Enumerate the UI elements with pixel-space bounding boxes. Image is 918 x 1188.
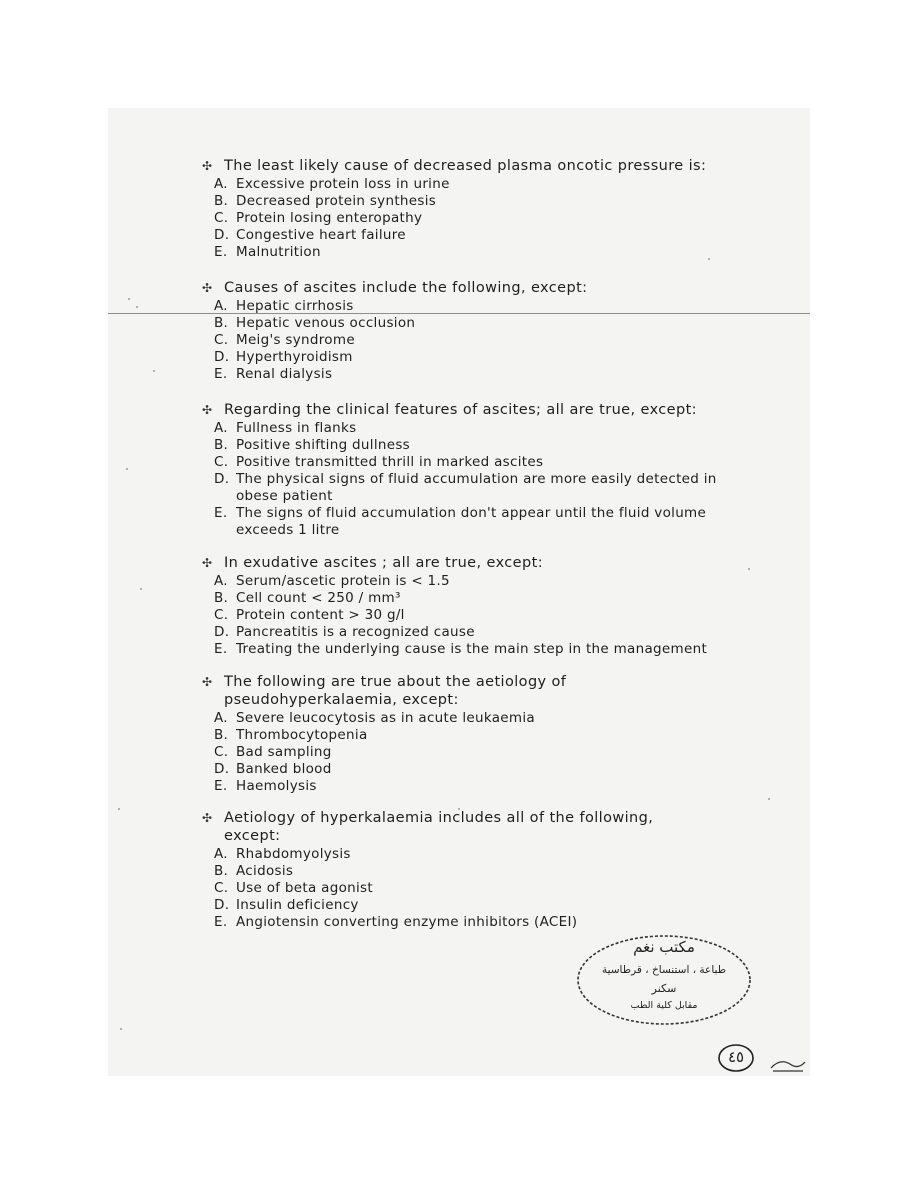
scan-speck bbox=[140, 588, 142, 590]
scribble-icon bbox=[768, 1056, 808, 1076]
option: B. Acidosis bbox=[214, 863, 294, 879]
scan-speck bbox=[120, 1028, 122, 1030]
bullet-icon: ✣ bbox=[202, 281, 213, 295]
option: C. Use of beta agonist bbox=[214, 880, 373, 896]
question-block bbox=[202, 810, 722, 931]
option-continuation: exceeds 1 litre bbox=[236, 522, 340, 538]
option: A. Hepatic cirrhosis bbox=[214, 298, 354, 314]
scan-speck bbox=[748, 568, 750, 570]
option: A. Excessive protein loss in urine bbox=[214, 176, 450, 192]
option: D. Hyperthyroidism bbox=[214, 349, 353, 365]
scan-speck bbox=[126, 468, 128, 470]
option: A. Serum/ascetic protein is < 1.5 bbox=[214, 573, 450, 589]
option: E. Malnutrition bbox=[214, 244, 321, 260]
option: D. Banked blood bbox=[214, 761, 332, 777]
option: A. Severe leucocytosis as in acute leukaemia bbox=[214, 710, 535, 726]
scan-speck bbox=[153, 370, 155, 372]
question-block bbox=[202, 674, 722, 795]
stamp-services: طباعة ، استنساخ ، قرطاسية bbox=[601, 964, 727, 976]
option: A. Fullness in flanks bbox=[214, 420, 357, 436]
bullet-icon: ✣ bbox=[202, 675, 213, 689]
option: D. Congestive heart failure bbox=[214, 227, 406, 243]
option: E. Haemolysis bbox=[214, 778, 317, 794]
question-block bbox=[202, 555, 722, 658]
question-stem: ✣ The following are true about the aetiology of bbox=[202, 674, 567, 690]
shop-stamp bbox=[574, 928, 754, 1028]
scanned-page bbox=[108, 108, 810, 1076]
stamp-scanner: سكنر bbox=[651, 982, 677, 995]
option: E. The signs of fluid accumulation don't appear until the fluid volume bbox=[214, 505, 707, 521]
question-block bbox=[202, 402, 722, 539]
stamp-title: مكتب نغم bbox=[633, 938, 695, 956]
question-stem: ✣ In exudative ascites ; all are true, except: bbox=[202, 555, 543, 571]
option: B. Cell count < 250 / mm³ bbox=[214, 590, 401, 606]
bullet-icon: ✣ bbox=[202, 556, 213, 570]
scan-speck bbox=[128, 298, 130, 300]
option: B. Thrombocytopenia bbox=[214, 727, 368, 743]
scan-speck bbox=[118, 808, 120, 810]
option: E. Treating the underlying cause is the main step in the management bbox=[214, 641, 708, 657]
option: C. Positive transmitted thrill in marked ascites bbox=[214, 454, 544, 470]
option: C. Protein content > 30 g/l bbox=[214, 607, 405, 623]
scan-speck bbox=[136, 306, 138, 308]
option: A. Rhabdomyolysis bbox=[214, 846, 351, 862]
page-number-text: ٤٥ bbox=[727, 1048, 745, 1066]
page-number bbox=[716, 1043, 756, 1073]
option: D. Pancreatitis is a recognized cause bbox=[214, 624, 475, 640]
option: E. Angiotensin converting enzyme inhibitors (ACEI) bbox=[214, 914, 578, 930]
question-stem: ✣ The least likely cause of decreased plasma oncotic pressure is: bbox=[202, 158, 707, 174]
question-block bbox=[202, 280, 722, 383]
bullet-icon: ✣ bbox=[202, 811, 213, 825]
option: C. Protein losing enteropathy bbox=[214, 210, 423, 226]
question-stem: ✣ Causes of ascites include the following, except: bbox=[202, 280, 588, 296]
option-continuation: obese patient bbox=[236, 488, 333, 504]
option: D. The physical signs of fluid accumulation are more easily detected in bbox=[214, 471, 717, 487]
question-block bbox=[202, 158, 722, 261]
option: B. Positive shifting dullness bbox=[214, 437, 411, 453]
option: B. Hepatic venous occlusion bbox=[214, 315, 416, 331]
bullet-icon: ✣ bbox=[202, 159, 213, 173]
scan-speck bbox=[768, 798, 770, 800]
option: B. Decreased protein synthesis bbox=[214, 193, 437, 209]
question-stem-continuation: except: bbox=[224, 828, 281, 844]
question-stem: ✣ Regarding the clinical features of ascites; all are true, except: bbox=[202, 402, 697, 418]
option: D. Insulin deficiency bbox=[214, 897, 359, 913]
option: E. Renal dialysis bbox=[214, 366, 333, 382]
bullet-icon: ✣ bbox=[202, 403, 213, 417]
option: C. Meig's syndrome bbox=[214, 332, 355, 348]
question-stem: ✣ Aetiology of hyperkalaemia includes all of the following, bbox=[202, 810, 654, 826]
stamp-location: مقابل كلية الطب bbox=[630, 1000, 698, 1011]
option: C. Bad sampling bbox=[214, 744, 332, 760]
question-stem-continuation: pseudohyperkalaemia, except: bbox=[224, 692, 459, 708]
